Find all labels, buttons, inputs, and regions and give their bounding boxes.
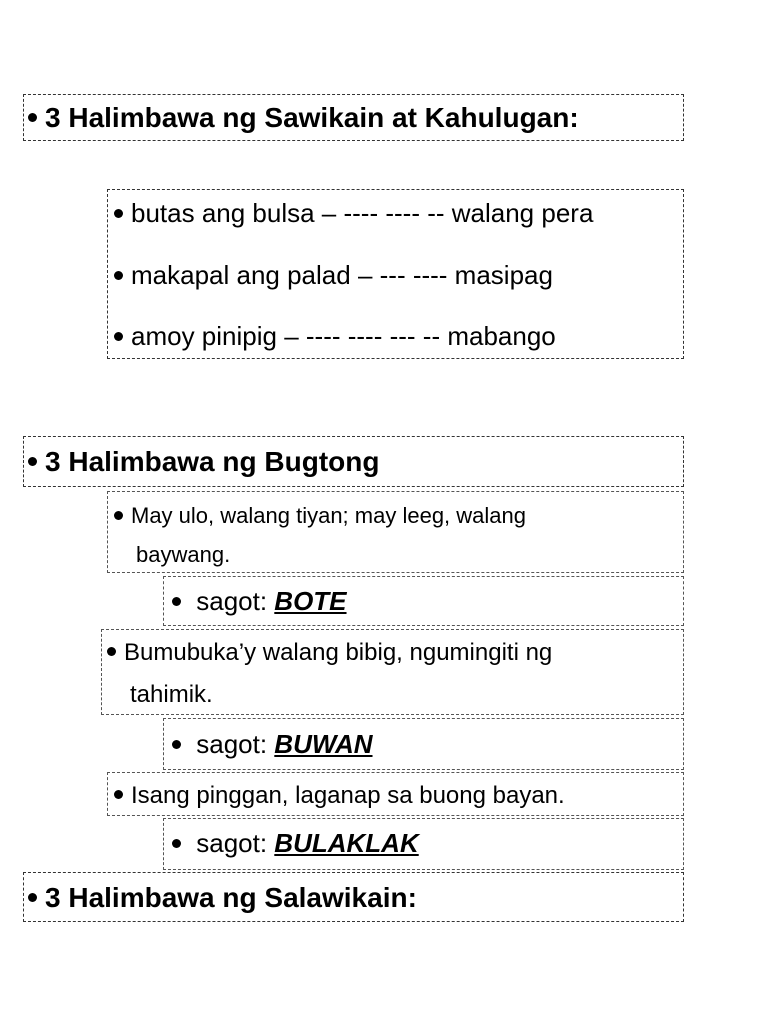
answer-text: BOTE	[274, 586, 347, 616]
riddle-answer: sagot: BULAKLAK	[172, 830, 419, 856]
riddle-line: May ulo, walang tiyan; may leeg, walang	[114, 505, 526, 527]
bullet-icon	[28, 457, 37, 466]
riddle-line: baywang.	[136, 542, 231, 567]
answer-text: BULAKLAK	[274, 828, 419, 858]
sawikain-item: makapal ang palad – --- ---- masipag	[114, 262, 553, 288]
bullet-icon	[28, 893, 37, 902]
bullet-icon	[114, 790, 123, 799]
riddle-line: Bumubuka’y walang bibig, ngumingiti ng	[107, 641, 552, 665]
riddle-line: tahimik.	[130, 681, 213, 708]
bugtong-heading: 3 Halimbawa ng Bugtong	[28, 448, 379, 476]
bullet-icon	[114, 271, 123, 280]
riddle-line: Isang pinggan, laganap sa buong bayan.	[114, 784, 565, 808]
bullet-icon	[114, 209, 123, 218]
sawikain-item: butas ang bulsa – ---- ---- -- walang pera	[114, 200, 593, 226]
sawikain-item: amoy pinipig – ---- ---- --- -- mabango	[114, 323, 556, 349]
bullet-icon	[172, 740, 181, 749]
bullet-icon	[114, 332, 123, 341]
bullet-icon	[114, 511, 123, 520]
bullet-icon	[172, 597, 181, 606]
answer-text: BUWAN	[274, 729, 373, 759]
bullet-icon	[107, 647, 116, 656]
sawikain-heading: 3 Halimbawa ng Sawikain at Kahulugan:	[28, 104, 579, 132]
bullet-icon	[28, 113, 37, 122]
riddle-answer: sagot: BUWAN	[172, 731, 373, 757]
bullet-icon	[172, 839, 181, 848]
riddle-answer: sagot: BOTE	[172, 588, 347, 614]
salawikain-heading: 3 Halimbawa ng Salawikain:	[28, 884, 417, 912]
